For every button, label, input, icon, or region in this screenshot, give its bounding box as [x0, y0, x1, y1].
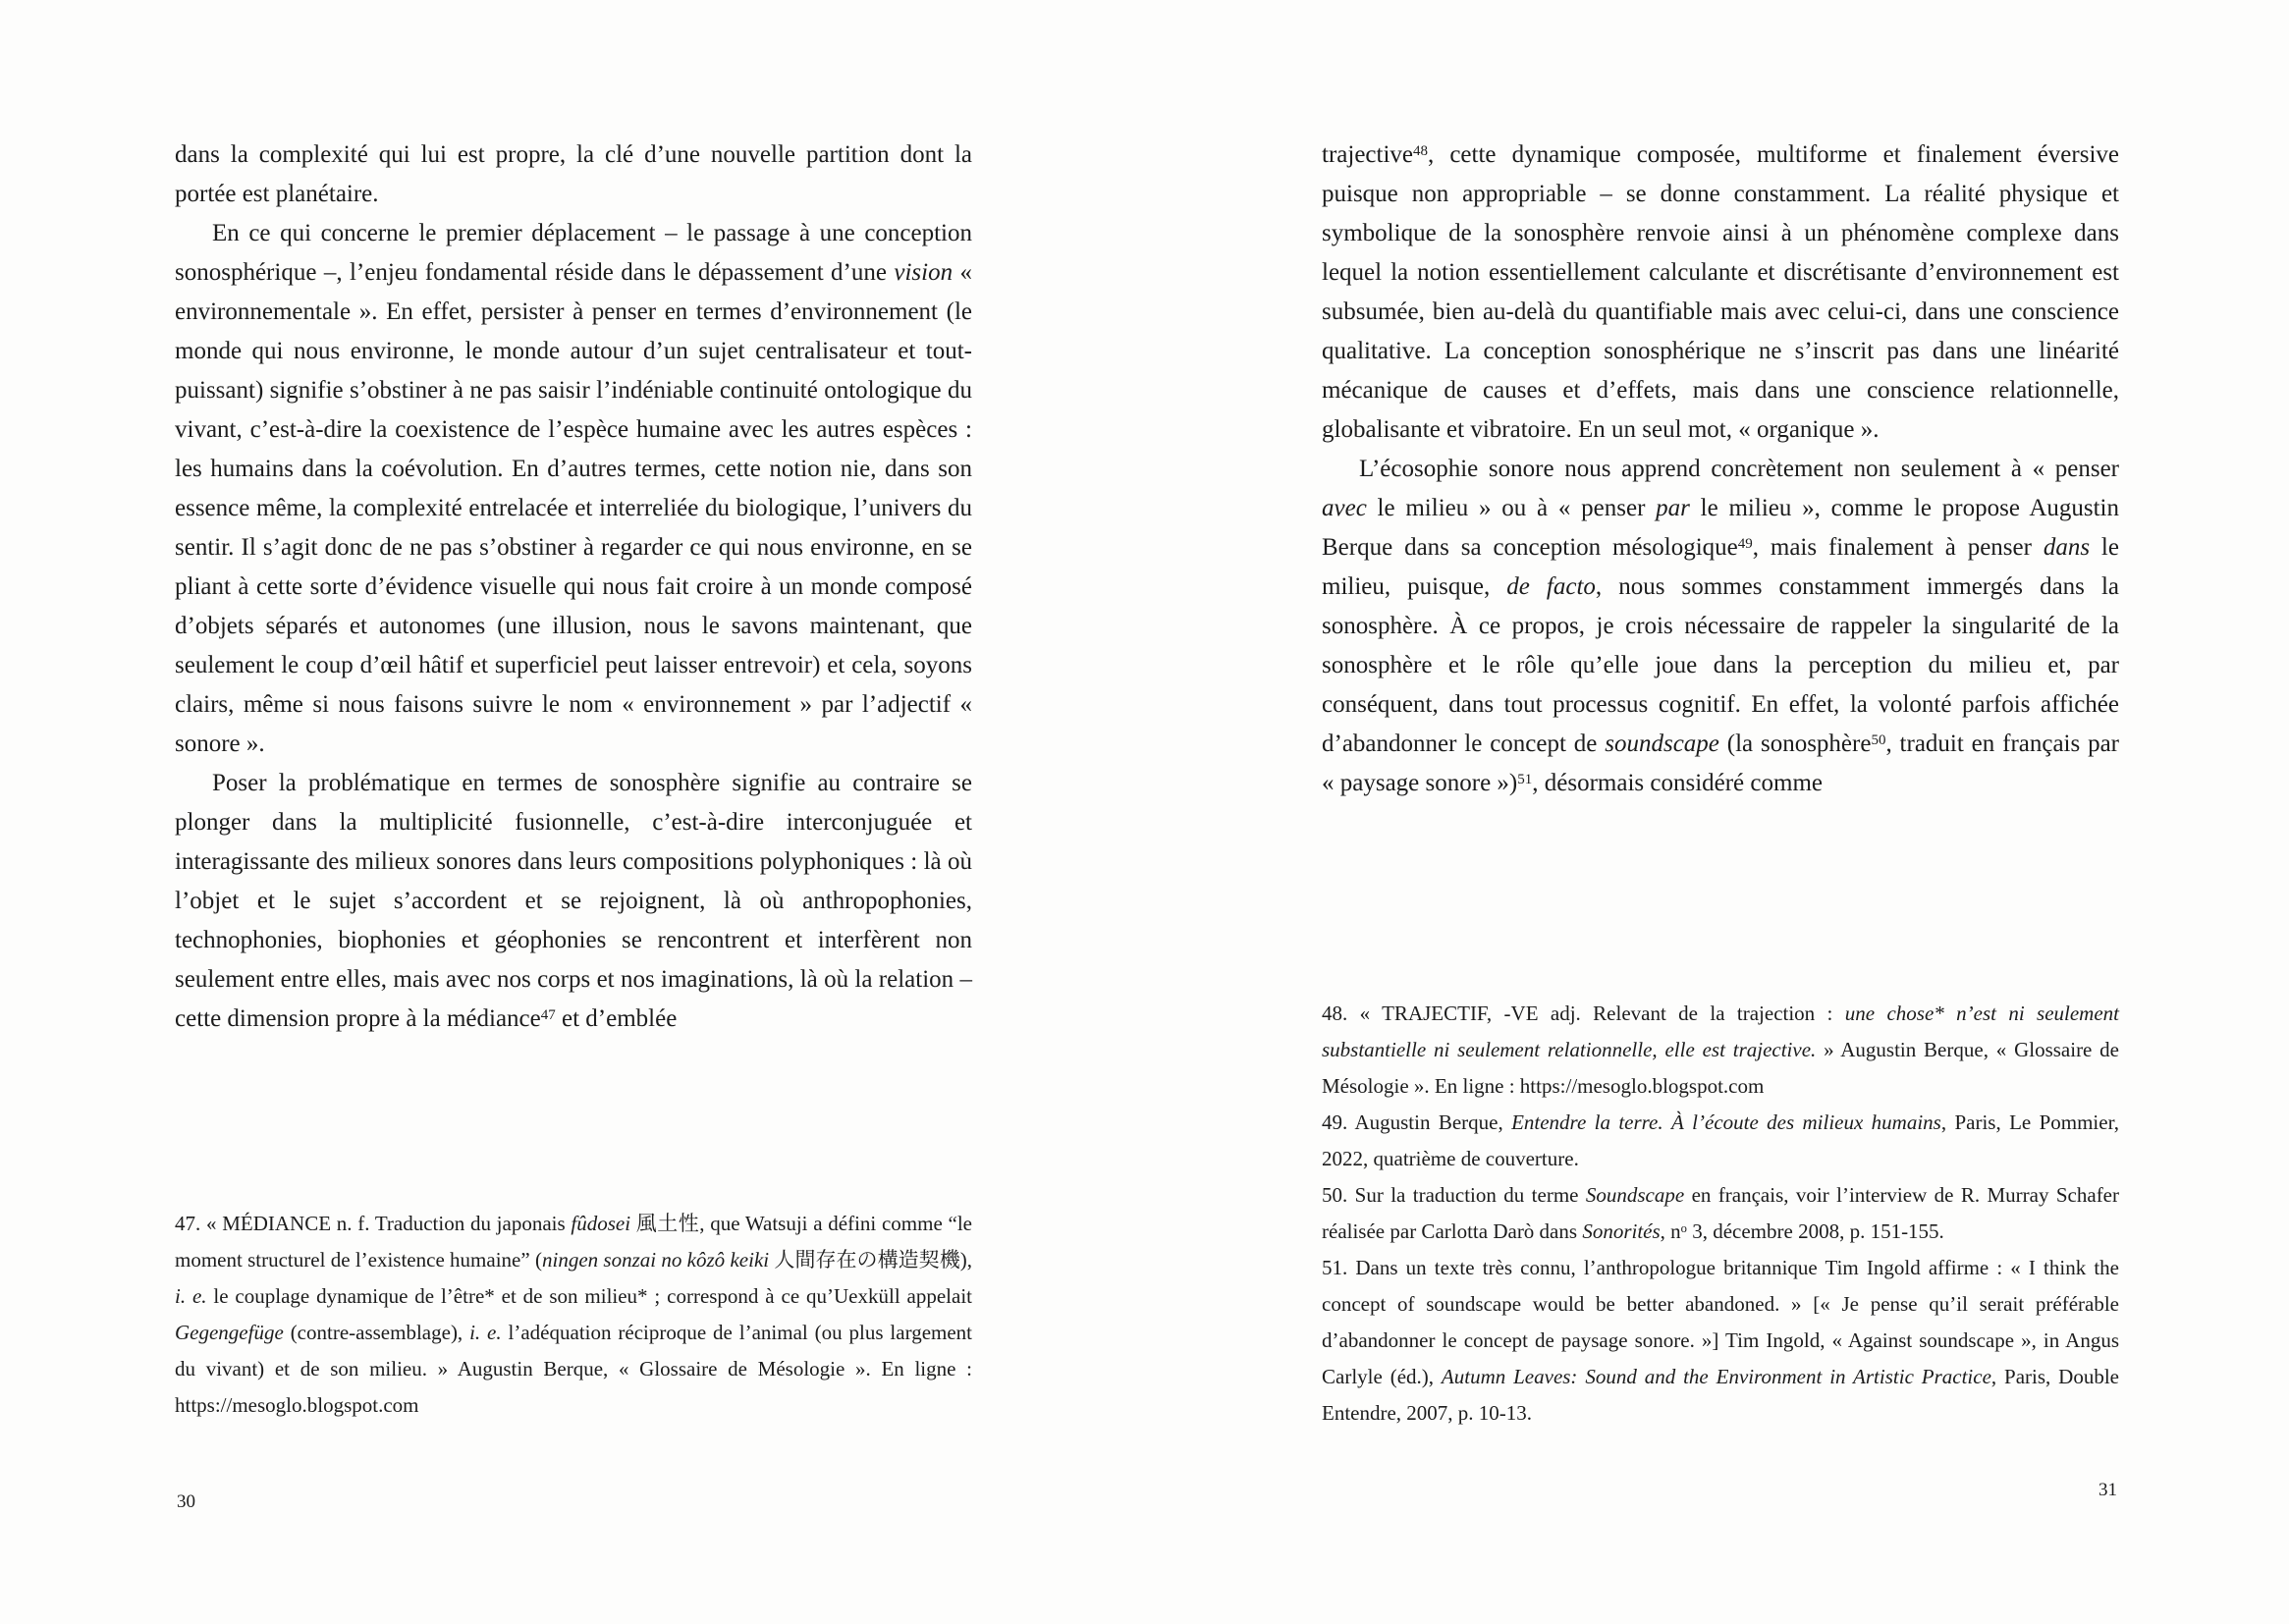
paragraph: En ce qui concerne le premier déplacement – le passage à une conception sonosphérique –, l’enjeu fondamental réside dans le dépassement d’une vision « environnementale ». En effet, persister à penser en termes d’environnement (le monde qui nous environne, le monde autour d’un sujet centralisateur et tout-puissant) signifie s’obstiner à ne pas saisir l’indéniable continuité ontologique du vivant, c’est-à-dire la coexistence de l’espèce humaine avec les autres espèces : les humains dans la coévolution. En d’autres termes, cette notion nie, dans son essence même, la complexité entrelacée et interreliée du biologique, l’univers du sentir. Il s’agit donc de ne pas s’obstiner à regarder ce qui nous environne, en se pliant à cette sorte d’évidence visuelle qui nous fait croire à un monde composé d’objets séparés et autonomes (une illusion, nous le savons maintenant, que seulement le coup d’œil hâtif et superficiel peut laisser entrevoir) et cela, soyons clairs, même si nous faisons suivre le nom « environnement » par l’adjectif « sonore ».	[175, 220, 973, 757]
left-page-body	[175, 135, 972, 1039]
paragraph: trajective$^{48}$, cette dynamique composée, multiforme et finalement éversive puisque non appropriable – se donne constamment. La réalité physique et symbolique de la sonosphère renvoie ainsi à un phénomène complexe dans lequel la notion essentiellement calculante et discrétisante d’environnement est subsumée, bien au-delà du quantifiable mais avec celui-ci, dans une conscience qualitative. La conception sonosphérique ne s’inscrit pas dans une linéarité mécanique de causes et d’effets, mais dans une conscience relationnelle, globalisante et vibratoire. En un seul mot, « organique ».	[1322, 141, 2119, 443]
footnote-51: 51. Dans un texte très connu, l’anthropologue britannique Tim Ingold affirme : « I think the concept of soundscape would be better abandoned. » [« Je pense qu’il serait préférable d’abandonner le concept de paysage sonore. »] Tim Ingold, « Against soundscape », in Angus Carlyle (éd.), Autumn Leaves: Sound and the Environment in Artistic Practice, Paris, Double Entendre, 2007, p. 10-13.	[1322, 1256, 2120, 1425]
footnote-48: 48. « TRAJECTIF, -VE adj. Relevant de la trajection : une chose* n’est ni seulement substantielle ni seulement relationnelle, elle est trajective. » Augustin Berque, « Glossaire de Mésologie ». En ligne : https://mesoglo.blogspot.com	[1322, 1001, 2120, 1098]
footnote-49: 49. Augustin Berque, Entendre la terre. À l’écoute des milieux humains, Paris, Le Pommier, 2022, quatrième de couverture.	[1322, 1110, 2119, 1170]
right-page-footnotes	[1322, 996, 2119, 1432]
footnote-50: 50. Sur la traduction du terme Soundscape en français, voir l’interview de R. Murray Schafer réalisée par Carlotta Darò dans Sonorités, $n^o$ 3, décembre 2008, p. 151-155.	[1322, 1183, 2119, 1243]
paragraph: dans la complexité qui lui est propre, la clé d’une nouvelle partition dont la portée est planétaire.	[175, 141, 972, 207]
footnote-47: 47. « MÉDIANCE n. f. Traduction du japonais fûdosei 風土性, que Watsuji a défini comme “le moment structurel de l’existence humaine” (ningen sonzai no kôzô keiki 人間存在の構造契機), i. e. le couplage dynamique de l’être* et de son milieu* ; correspond à ce qu’Uexküll appelait Gegengefüge (contre-assemblage), i. e. l’adéquation réciproque de l’animal (ou plus largement du vivant) et de son milieu. » Augustin Berque, « Glossaire de Mésologie ». En ligne : https://mesoglo.blogspot.com	[175, 1212, 973, 1417]
right-page-body	[1322, 135, 2119, 803]
paragraph: L’écosophie sonore nous apprend concrètement non seulement à « penser avec le milieu » ou à « penser par le milieu », comme le propose Augustin Berque dans sa conception mésologique$^{49}$, mais finalement à penser dans le milieu, puisque, de facto, nous sommes constamment immergés dans la sonosphère. À ce propos, je crois nécessaire de rappeler la singularité de la sonosphère et le rôle qu’elle joue dans la perception du milieu et, par conséquent, dans tout processus cognitif. En effet, la volonté parfois affichée d’abandonner le concept de soundscape (la sonosphère$^{50}$, traduit en français par « paysage sonore »)$^{51}$, désormais considéré comme	[1322, 456, 2120, 796]
paragraph: Poser la problématique en termes de sonosphère signifie au contraire se plonger dans la multiplicité fusionnelle, c’est-à-dire interconjuguée et interagissante des milieux sonores dans leurs compositions polyphoniques : là où l’objet et le sujet s’accordent et se rejoignent, là où anthropophonies, technophonies, biophonies et géophonies se rencontrent et interfèrent non seulement entre elles, mais avec nos corps et nos imaginations, là où la relation – cette dimension propre à la médiance$^{47}$ et d’emblée	[175, 770, 972, 1032]
left-page-number: 30	[177, 1491, 195, 1512]
left-page-footnotes	[175, 1206, 972, 1424]
right-page-number: 31	[2098, 1480, 2117, 1500]
